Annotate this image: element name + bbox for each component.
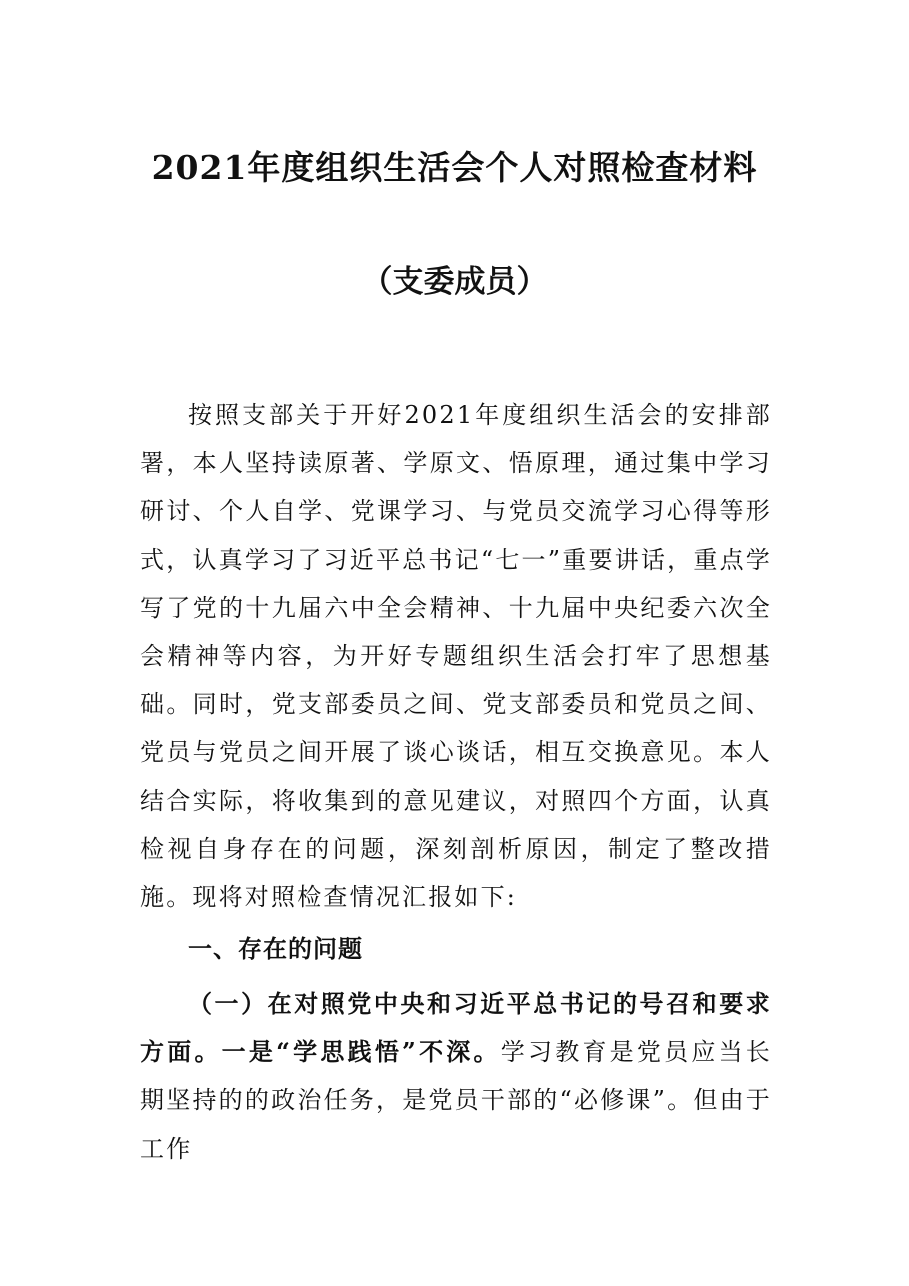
problem-paragraph-bold-lead: （一）在对照党中央和习近平总书记的号召和要求方面。一是“学思践悟”不深。 xyxy=(140,989,772,1067)
intro-paragraph: 按照支部关于开好2021年度组织生活会的安排部署，本人坚持读原著、学原文、悟原理，通过集中学习研讨、个人自学、党课学习、与党员交流学习心得等形式，认真学习了习近平总书记“七一”重要讲话，重点学写了党的十九届六中全会精神、十九届中央纪委六次全会精神等内容，为开好专题组织生活会打牢了思想基础。同时，党支部委员之间、党支部委员和党员之间、党员与党员之间开展了谈心谈话，相互交换意见。本人结合实际，将收集到的意见建议，对照四个方面，认真检视自身存在的问题，深刻剖析原因，制定了整改措施。现将对照检查情况汇报如下: xyxy=(140,401,772,912)
problem-paragraph-text: 学习教育是党员应当长期坚持的的政治任务，是党员干部的“必修课”。但由于工作 xyxy=(140,1038,772,1163)
document-title: 2021年度组织生活会个人对照检查材料 xyxy=(151,148,758,187)
section-heading: 一、存在的问题 xyxy=(188,934,363,963)
problem-paragraph xyxy=(140,980,772,1173)
document-subtitle: （支委成员） xyxy=(361,264,548,300)
